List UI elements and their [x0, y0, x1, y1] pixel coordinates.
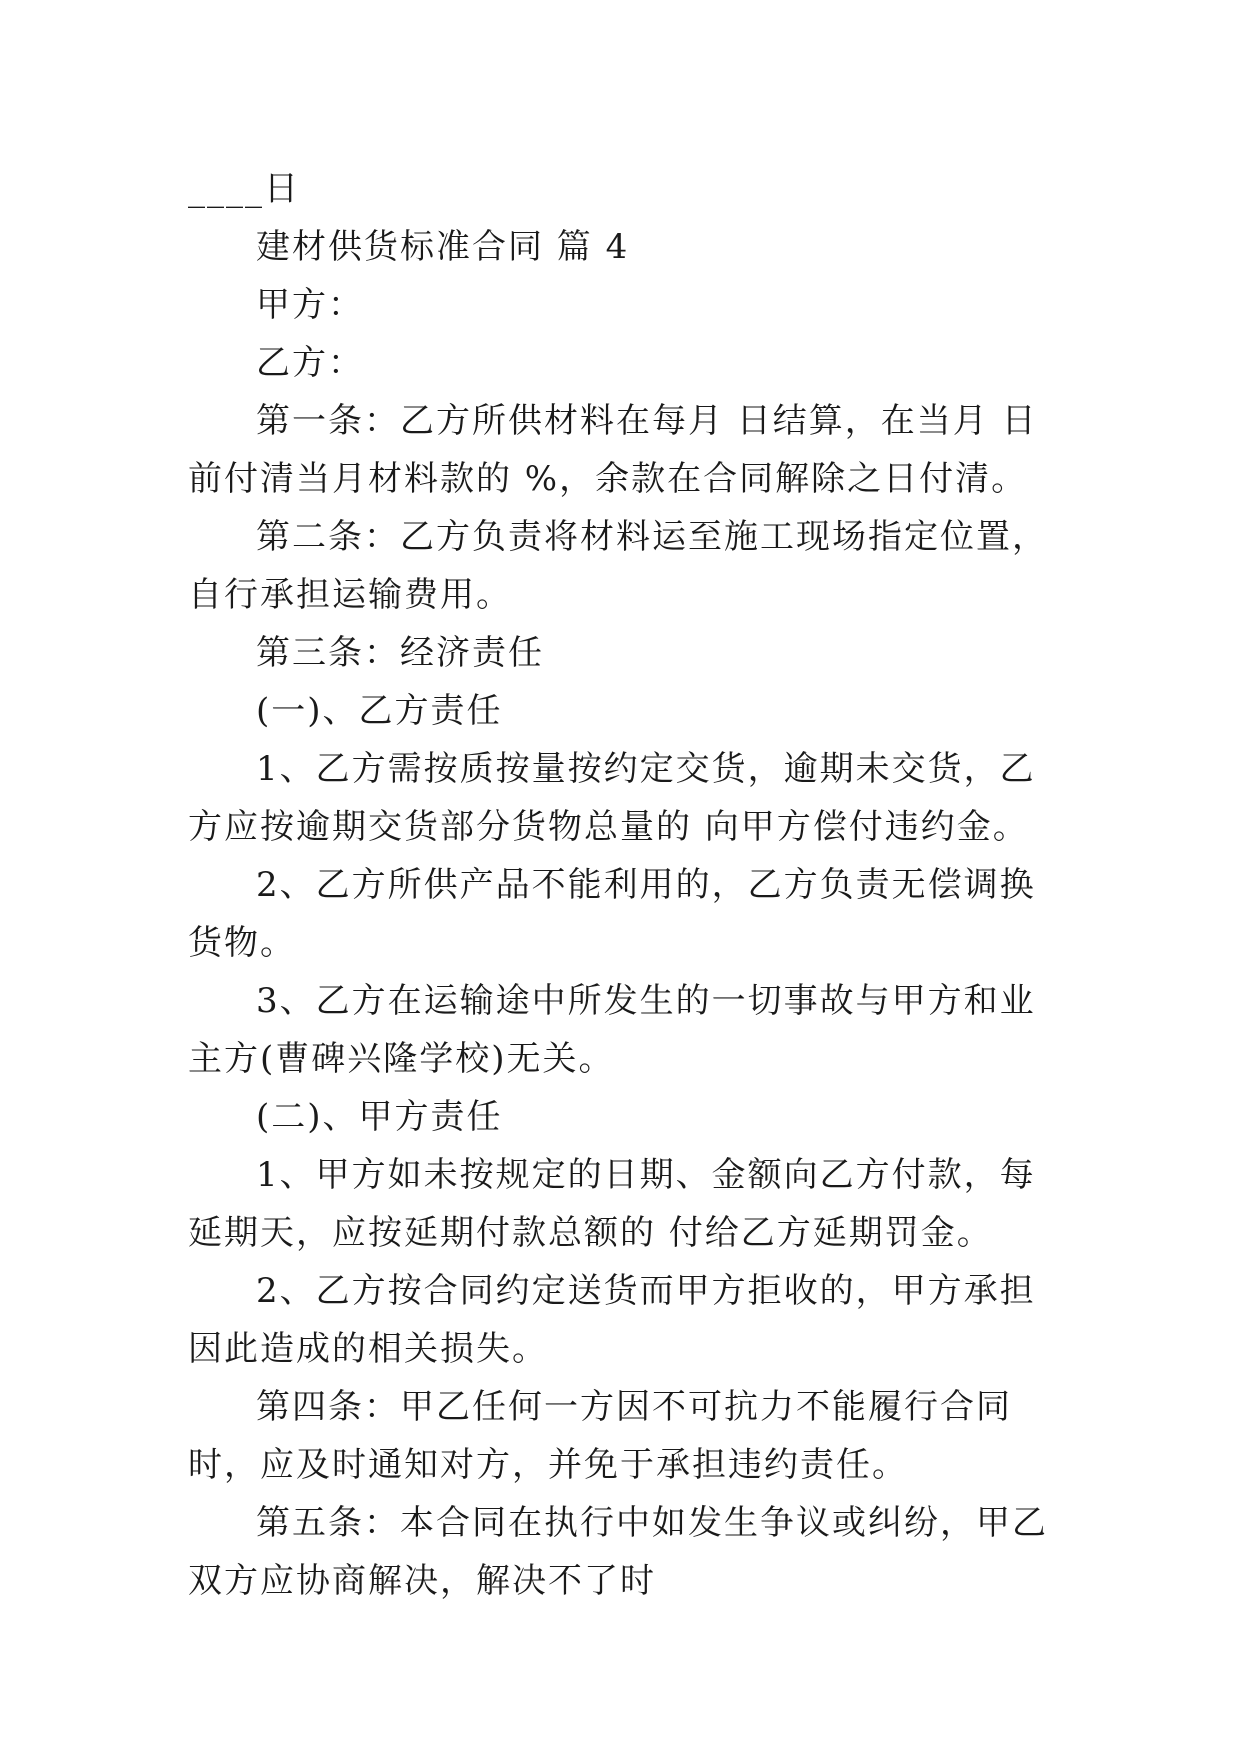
party-b-line: 乙方：	[256, 343, 364, 383]
section-2-heading: (二)、甲方责任	[256, 1097, 503, 1137]
article-2: 第二条：乙方负责将材料运至施工现场指定位置，自行承担运输费用。	[188, 517, 1048, 615]
article-4: 第四条：甲乙任何一方因不可抗力不能履行合同时，应及时通知对方，并免于承担违约责任。	[188, 1387, 1012, 1485]
article-1: 第一条：乙方所供材料在每月 日结算，在当月 日前付清当月材料款的 %，余款在合同解除之日付清。	[188, 401, 1038, 499]
article-5: 第五条：本合同在执行中如发生争议或纠纷，甲乙双方应协商解决，解决不了时	[188, 1503, 1048, 1601]
date-line: ____日	[188, 169, 300, 209]
section-1-item-1: 1、乙方需按质按量按约定交货，逾期未交货，乙方应按逾期交货部分货物总量的 向甲方偿付违约金。	[188, 749, 1036, 847]
article-3-heading: 第三条：经济责任	[256, 633, 544, 673]
section-1-heading: (一)、乙方责任	[256, 691, 503, 731]
section-1-item-3: 3、乙方在运输途中所发生的一切事故与甲方和业主方(曹碑兴隆学校)无关。	[188, 981, 1036, 1079]
party-a-line: 甲方：	[256, 285, 364, 325]
section-1-item-2: 2、乙方所供产品不能利用的，乙方负责无偿调换货物。	[188, 865, 1036, 963]
section-2-item-1: 1、甲方如未按规定的日期、金额向乙方付款，每延期天，应按延期付款总额的 付给乙方延期罚金。	[188, 1155, 1036, 1253]
section-2-item-2: 2、乙方按合同约定送货而甲方拒收的，甲方承担因此造成的相关损失。	[188, 1271, 1036, 1369]
document-body	[188, 160, 1058, 1610]
contract-title: 建材供货标准合同 篇 4	[256, 227, 630, 267]
